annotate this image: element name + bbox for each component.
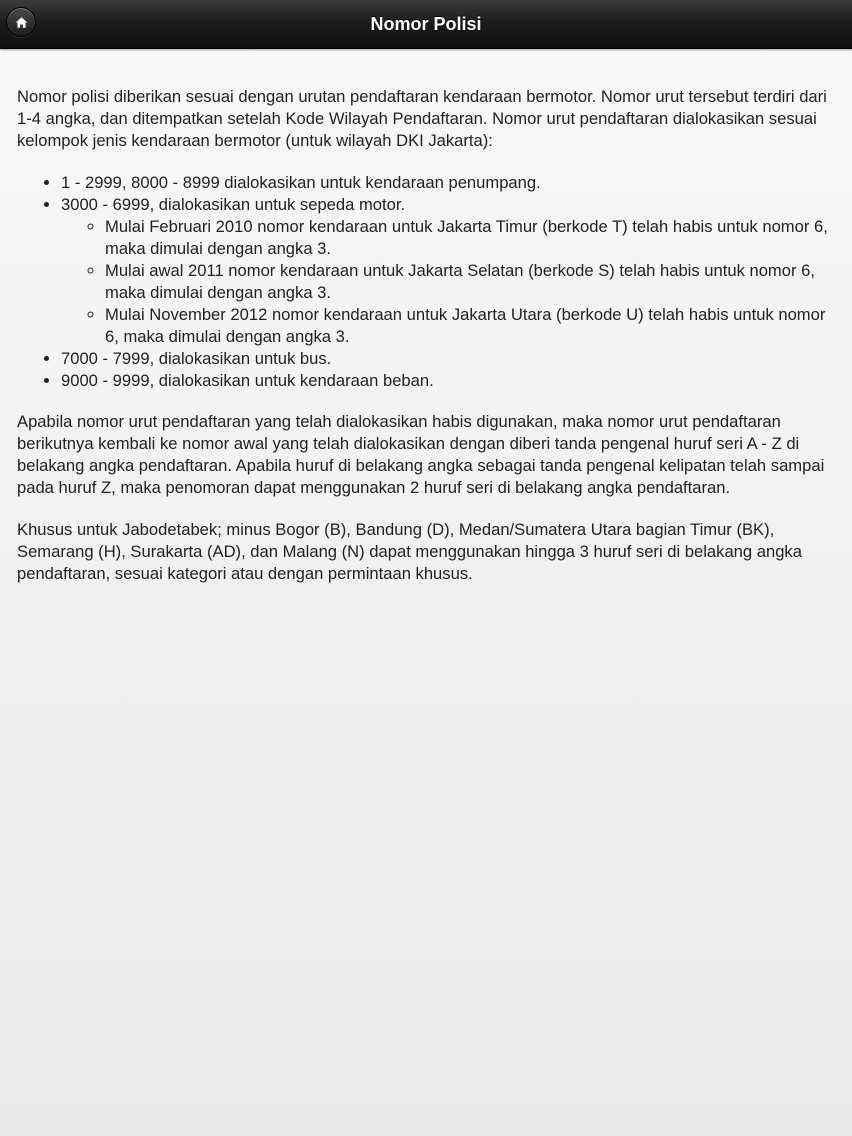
sub-list-item-text: Mulai November 2012 nomor kendaraan untuk Jakarta Utara (berkode U) telah habis untuk nomor 6, maka dimulai dengan angka 3.: [105, 305, 826, 346]
list-item: [61, 194, 839, 348]
sub-list-item-text: Mulai Februari 2010 nomor kendaraan untuk Jakarta Timur (berkode T) telah habis untuk nomor 6, maka dimulai dengan angka 3.: [105, 217, 828, 258]
sub-list: [61, 216, 839, 348]
header-bar: [0, 0, 852, 49]
sub-list-item: [105, 216, 839, 260]
page-title: Nomor Polisi: [370, 14, 482, 34]
list-item-text: 1 - 2999, 8000 - 8999 dialokasikan untuk kendaraan penumpang.: [61, 173, 541, 192]
list-item: [61, 172, 839, 194]
intro-paragraph: Nomor polisi diberikan sesuai dengan urutan pendaftaran kendaraan bermotor. Nomor urut tersebut terdiri dari 1-4 angka, dan ditempatkan setelah Kode Wilayah Pendaftaran. Nomor urut pendaftaran dialokasikan sesuai kelompok jenis kendaraan bermotor (untuk wilayah DKI Jakarta):: [17, 87, 827, 150]
paragraph-2: Apabila nomor urut pendaftaran yang telah dialokasikan habis digunakan, maka nomor urut pendaftaran berikutnya kembali ke nomor awal yang telah dialokasikan dengan diberi tanda pengenal huruf seri A - Z di belakang angka pendaftaran. Apabila huruf di belakang angka sebagai tanda pengenal kelipatan telah sampai pada huruf Z, maka penomoran dapat menggunakan 2 huruf seri di belakang angka pendaftaran.: [17, 412, 825, 497]
list-item-text: 9000 - 9999, dialokasikan untuk kendaraan beban.: [61, 371, 434, 390]
list-item: [61, 348, 839, 370]
sub-list-item: [105, 304, 839, 348]
article-content: [17, 86, 839, 605]
list-item-text: 3000 - 6999, dialokasikan untuk sepeda motor.: [61, 195, 406, 214]
sub-list-item-text: Mulai awal 2011 nomor kendaraan untuk Jakarta Selatan (berkode S) telah habis untuk nomor 6, maka dimulai dengan angka 3.: [105, 261, 815, 302]
list-item-text: 7000 - 7999, dialokasikan untuk bus.: [61, 349, 332, 368]
paragraph-3: Khusus untuk Jabodetabek; minus Bogor (B), Bandung (D), Medan/Sumatera Utara bagian Timur (BK), Semarang (H), Surakarta (AD), dan Malang (N) dapat menggunakan hingga 3 huruf seri di belakang angka pendaftaran, sesuai kategori atau dengan permintaan khusus.: [17, 520, 802, 583]
sub-list-item: [105, 260, 839, 304]
allocation-list: [17, 172, 839, 392]
list-item: [61, 370, 839, 392]
